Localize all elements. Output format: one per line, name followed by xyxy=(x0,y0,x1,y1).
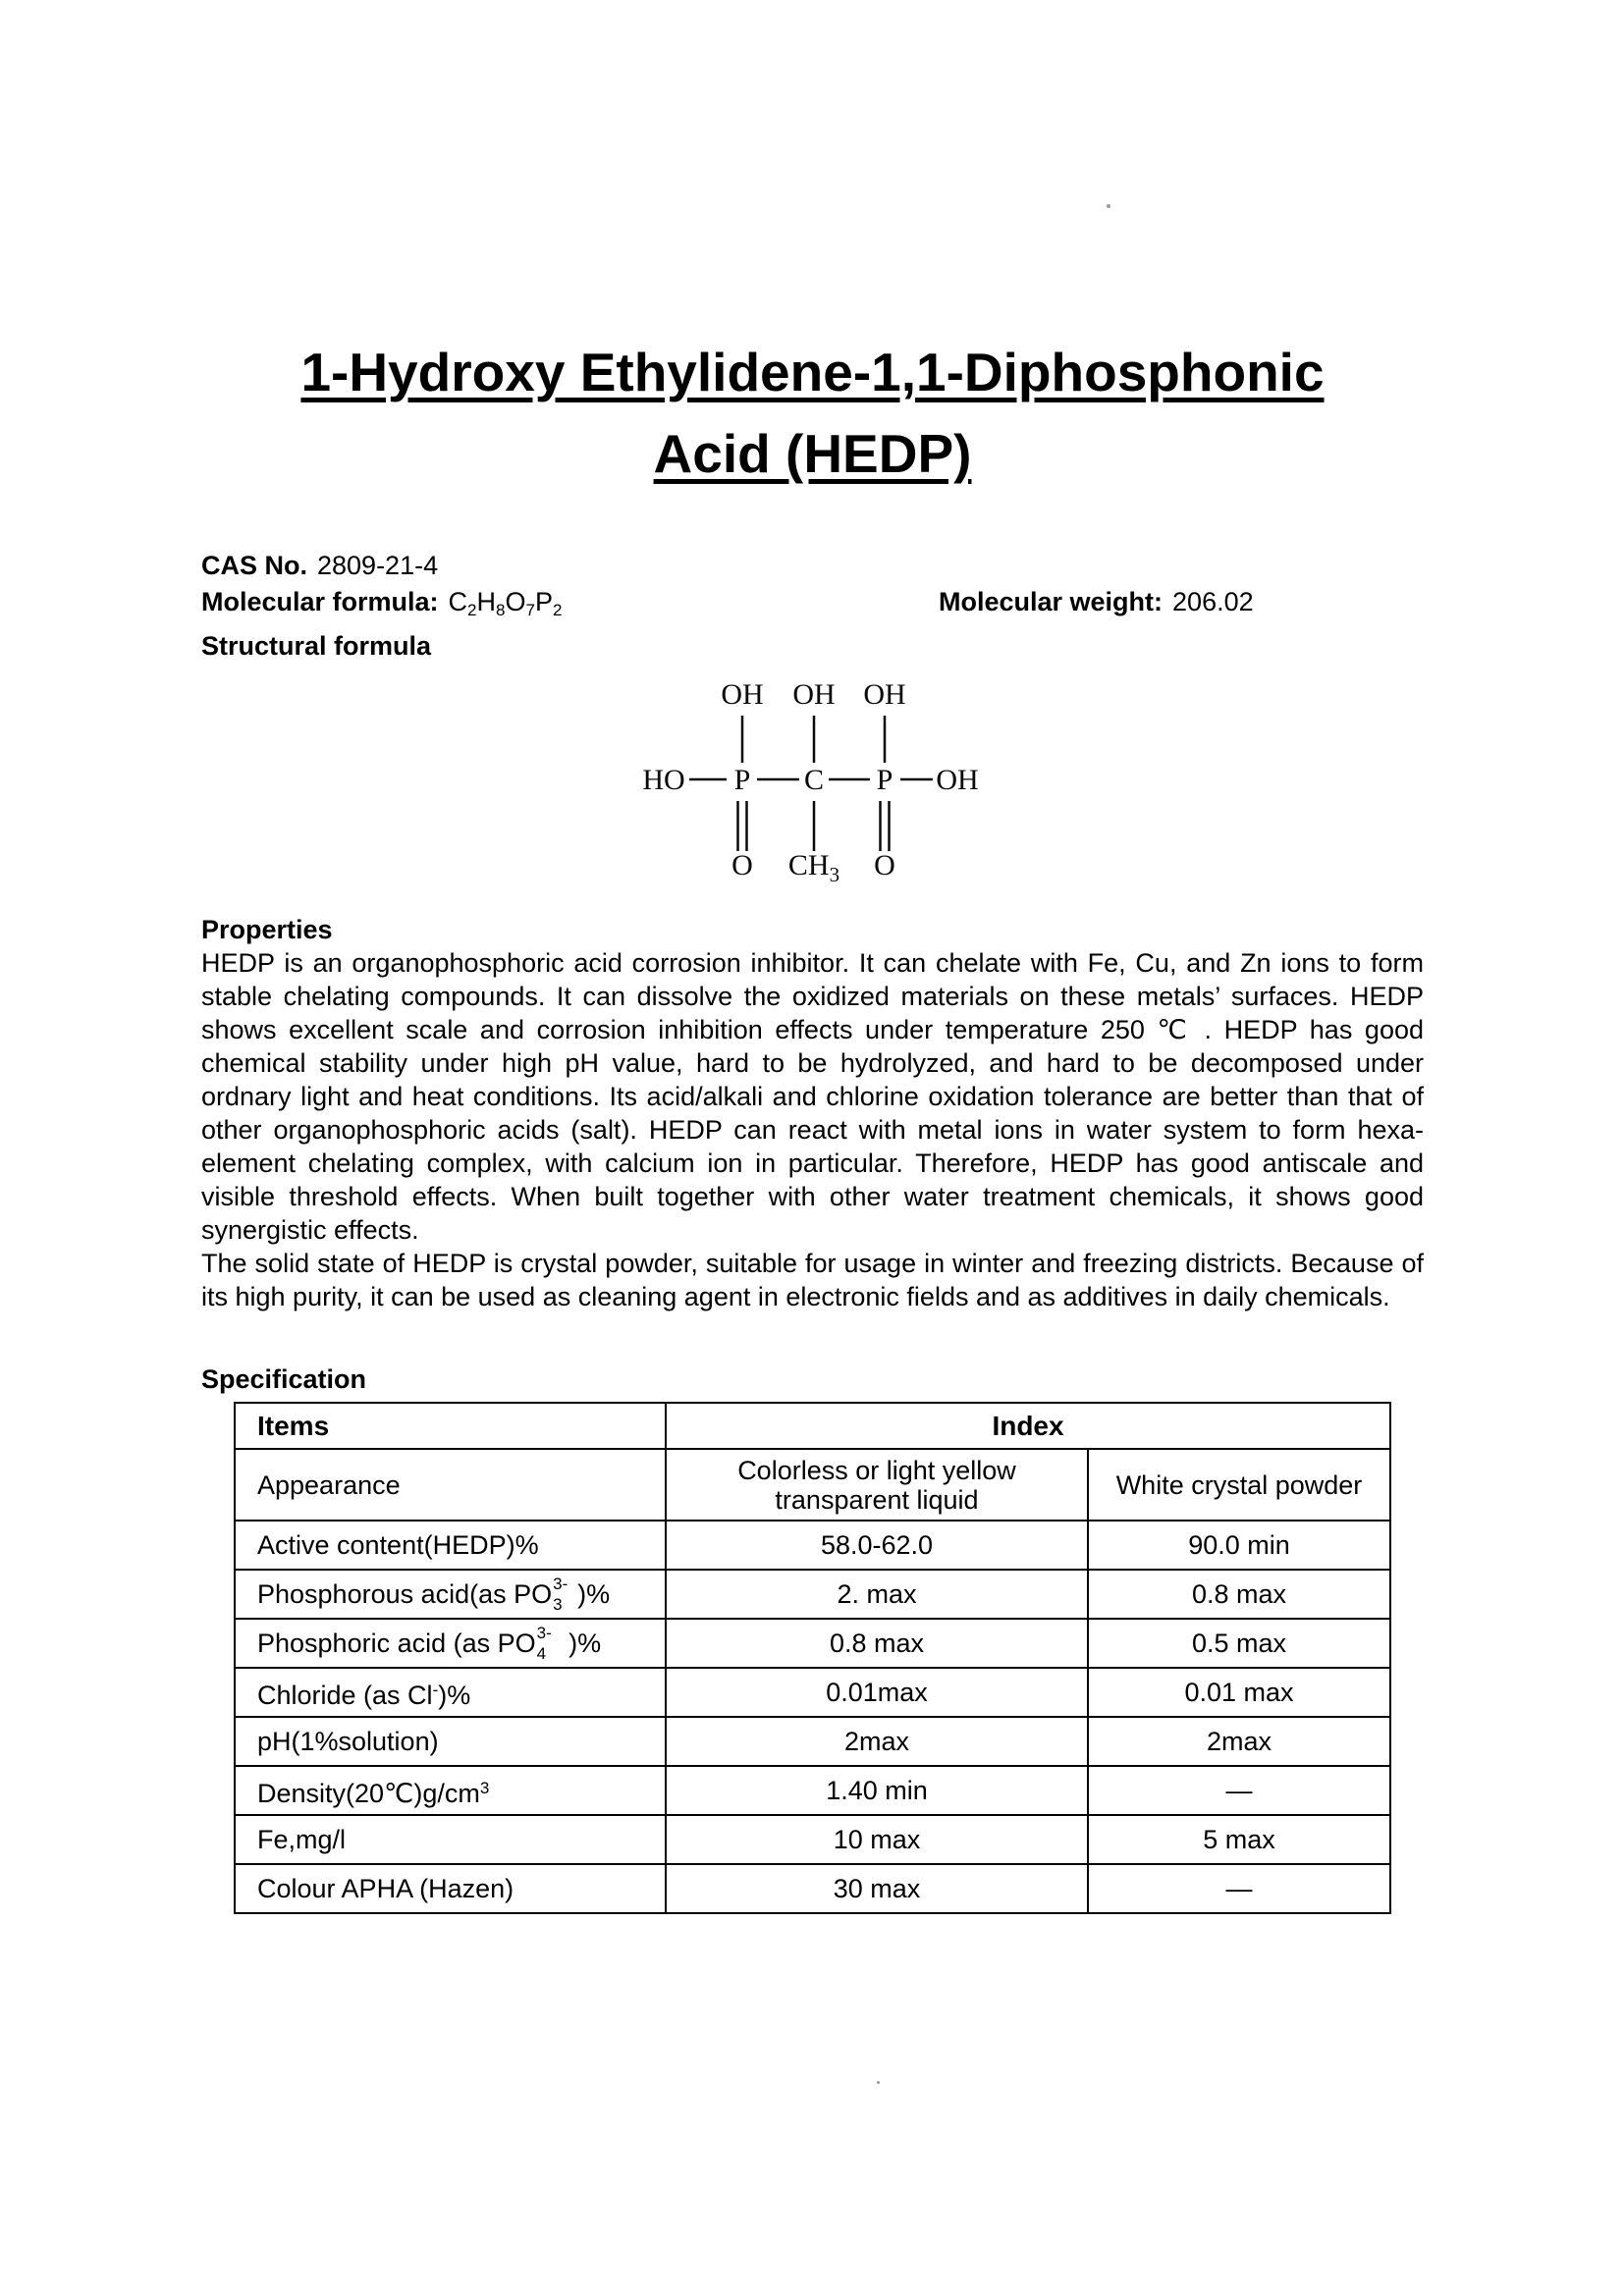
powder-value-cell: 2max xyxy=(1088,1717,1390,1766)
table-row-active-content xyxy=(235,1521,1390,1570)
item-cell: Chloride (as Cl-)% xyxy=(235,1668,666,1717)
liquid-value-cell: 0.8 max xyxy=(666,1619,1088,1668)
table-row-chloride xyxy=(235,1668,1390,1717)
scan-speck xyxy=(877,2081,880,2084)
structural-formula-label: Structural formula xyxy=(201,631,432,661)
specification-table xyxy=(234,1402,1391,1914)
oh-group-top-left: OH xyxy=(721,678,764,711)
liquid-value-cell: 2. max xyxy=(666,1570,1088,1619)
liquid-value-cell: Colorless or light yellow transparent liquid xyxy=(666,1449,1088,1521)
molecular-weight-line xyxy=(939,584,1254,620)
table-row-colour xyxy=(235,1864,1390,1913)
oh-group-right: OH xyxy=(936,764,979,796)
cas-number-value: 2809-21-4 xyxy=(317,551,439,580)
document-content xyxy=(201,0,1424,1914)
item-cell: Active content(HEDP)% xyxy=(235,1521,666,1570)
chemical-info-block xyxy=(201,548,1424,665)
oxygen-atom-right: O xyxy=(874,849,895,881)
powder-value-cell: — xyxy=(1088,1864,1390,1913)
sub-sup-stack: 3- 3 xyxy=(553,1574,568,1614)
phosphorus-atom-right: P xyxy=(876,764,893,796)
powder-value-cell: 0.01 max xyxy=(1088,1668,1390,1717)
powder-value-cell: — xyxy=(1088,1766,1390,1815)
molecular-formula-line xyxy=(201,584,1424,628)
document-title xyxy=(201,332,1424,495)
oxygen-atom-left: O xyxy=(731,849,753,881)
molecular-formula-label: Molecular formula: xyxy=(201,587,439,616)
title-line-2: Acid (HEDP) xyxy=(653,423,972,484)
sub-sup-stack: 3- 4 xyxy=(536,1623,552,1663)
powder-value-cell: 0.5 max xyxy=(1088,1619,1390,1668)
cas-number-line xyxy=(201,548,1424,584)
liquid-value-cell: 2max xyxy=(666,1717,1088,1766)
molecular-weight-label: Molecular weight: xyxy=(939,587,1164,616)
column-header-items: Items xyxy=(235,1403,666,1449)
item-cell: Colour APHA (Hazen) xyxy=(235,1864,666,1913)
table-row-fe xyxy=(235,1815,1390,1864)
table-row-density xyxy=(235,1766,1390,1815)
properties-paragraph-2: The solid state of HEDP is crystal powder, suitable for usage in winter and freezing districts. Because of its high purity, it can be used as cleaning agent in electronic fields and as additives in daily chemicals. xyxy=(201,1249,1424,1311)
table-row-phosphorous-acid xyxy=(235,1570,1390,1619)
table-header-row xyxy=(235,1403,1390,1449)
powder-value-cell: 5 max xyxy=(1088,1815,1390,1864)
item-cell: $Density(20℃)g/cm^3$ xyxy=(235,1766,666,1815)
phosphorus-atom-left: P xyxy=(733,764,751,796)
molecular-formula-value: $C_2H_8O_7P_2$ xyxy=(448,587,563,619)
item-cell: Fe,mg/l xyxy=(235,1815,666,1864)
powder-value-cell: 90.0 min xyxy=(1088,1521,1390,1570)
column-header-index: Index xyxy=(666,1403,1390,1449)
liquid-value-cell: 1.40 min xyxy=(666,1766,1088,1815)
table-row-phosphoric-acid xyxy=(235,1619,1390,1668)
liquid-value-cell: 30 max xyxy=(666,1864,1088,1913)
table-row-ph xyxy=(235,1717,1390,1766)
specification-heading: Specification xyxy=(201,1364,367,1394)
molecular-weight-value: 206.02 xyxy=(1172,587,1254,616)
item-cell: Appearance xyxy=(235,1449,666,1521)
item-cell: pH(1%solution) xyxy=(235,1717,666,1766)
oh-group-top-center: OH xyxy=(792,678,836,711)
liquid-value-cell: 58.0-62.0 xyxy=(666,1521,1088,1570)
ho-group-left: HO xyxy=(642,764,685,796)
properties-paragraph-1: HEDP is an organophosphoric acid corrosion inhibitor. It can chelate with Fe, Cu, and Zn ions to form stable chelating compounds. It can dissolve the oxidized materials on these metals’ surfaces. HEDP shows excellent scale and corrosion inhibition effects under temperature 250 ℃ . HEDP has good chemical stability under high pH value, hard to be hydrolyzed, and hard to be decomposed under ordnary light and heat conditions. Its acid/alkali and chlorine oxidation tolerance are better than that of other organophosphoric acids (salt). HEDP can react with metal ions in water system to form hexa-element chelating complex, with calcium ion in particular. Therefore, HEDP has good antiscale and visible threshold effects. When built together with other water treatment chemicals, it shows good synergistic effects. xyxy=(201,948,1424,1245)
powder-value-cell: 0.8 max xyxy=(1088,1570,1390,1619)
carbon-atom: C xyxy=(803,764,825,796)
liquid-value-cell: 0.01max xyxy=(666,1668,1088,1717)
properties-section xyxy=(201,913,1424,1313)
item-cell: Phosphoric acid (as PO 3- 4 )% xyxy=(235,1619,666,1668)
oh-group-top-right: OH xyxy=(863,678,906,711)
methyl-group: $CH_3$ xyxy=(787,849,840,886)
structural-formula-line xyxy=(201,628,1424,665)
title-line-1: 1-Hydroxy Ethylidene-1,1-Diphosphonic xyxy=(300,342,1325,402)
cas-number-label: CAS No. xyxy=(201,551,307,580)
scan-speck xyxy=(1107,204,1110,208)
specification-section xyxy=(201,1362,1424,1914)
structural-formula-diagram xyxy=(619,676,1011,887)
item-cell: Phosphorous acid(as PO 3- 3 )% xyxy=(235,1570,666,1619)
properties-heading: Properties xyxy=(201,915,333,944)
table-row-appearance xyxy=(235,1449,1390,1521)
liquid-value-cell: 10 max xyxy=(666,1815,1088,1864)
powder-value-cell: White crystal powder xyxy=(1088,1449,1390,1521)
